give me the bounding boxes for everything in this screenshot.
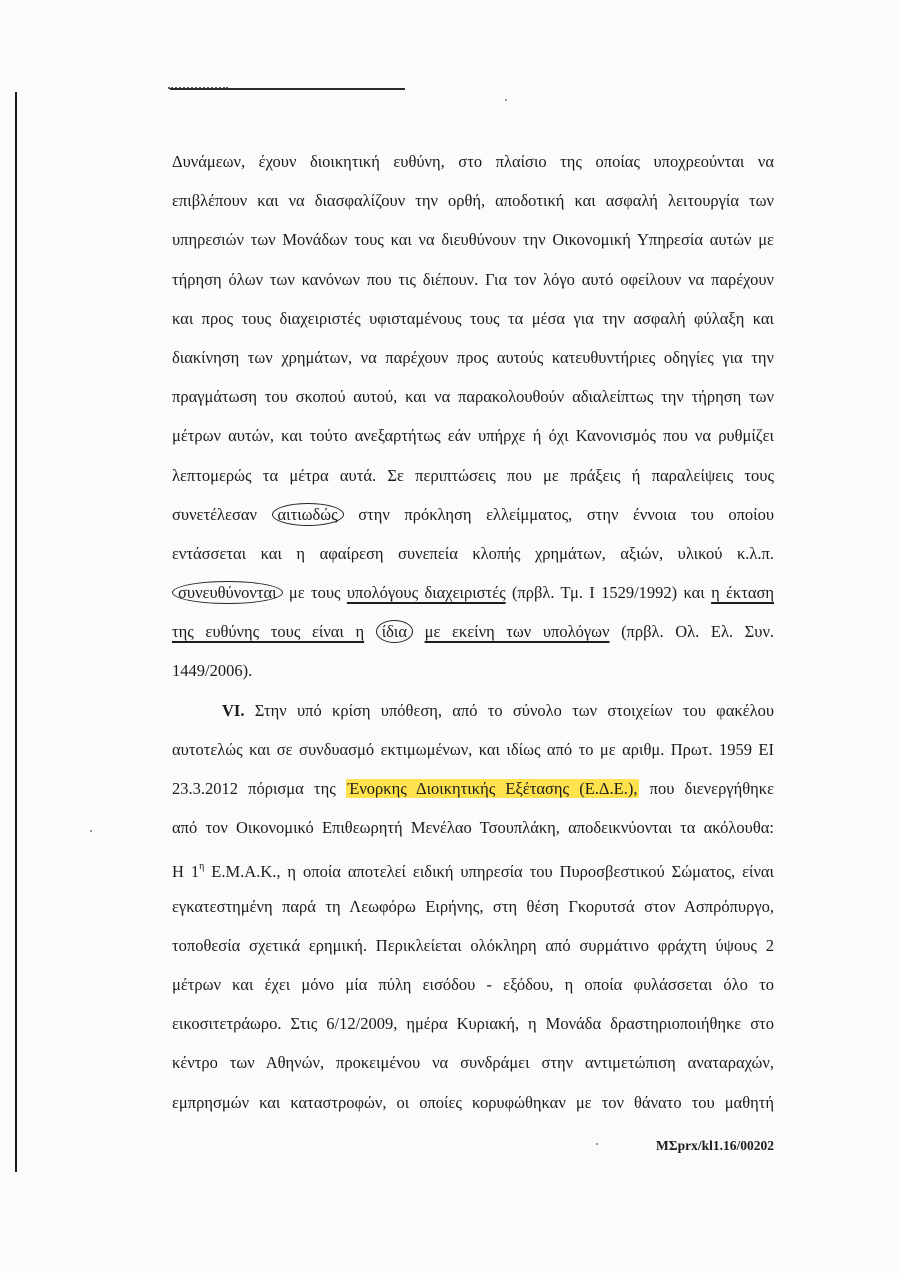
circled-word: αιτιωδώς	[272, 503, 344, 526]
text-line: εμπρησμών και καταστροφών, οι οποίες κορυφώθηκαν με τον θάνατο του μαθητή	[172, 1092, 774, 1112]
highlighted-phrase: Ένορκης Διοικητικής Εξέτασης (Ε.Δ.Ε.),	[347, 779, 638, 798]
text-line-highlighted	[172, 769, 774, 808]
scan-edge-line	[15, 92, 17, 1172]
text-line: εικοσιτετράωρο. Στις 6/12/2009, ημέρα Κυριακή, η Μονάδα δραστηριοποιήθηκε στο	[172, 1014, 774, 1034]
text-span: Ε.Μ.Α.Κ., η οποία αποτελεί ειδική υπηρεσία του Πυροσβεστικού Σώματος, είναι	[211, 862, 774, 882]
text-span: στην πρόκληση ελλείμματος, στην έννοια του οποίου	[358, 504, 775, 524]
underlined-phrase: η έκταση	[711, 583, 775, 603]
text-line: μέτρων και έχει μόνο μία πύλη εισόδου - εξόδου, η οποία φυλάσσεται όλο το	[172, 974, 774, 994]
scan-speck	[596, 1143, 598, 1145]
text-line: πραγμάτωση του σκοπού αυτού, και να παρακολουθούν αδιαλείπτως την τήρηση των	[172, 387, 774, 407]
header-rule	[170, 88, 405, 90]
text-span: Η 1	[172, 862, 200, 882]
underlined-phrase: υπολόγους διαχειριστές	[346, 583, 506, 603]
scan-speck	[505, 99, 507, 101]
text-line: αυτοτελώς και σε συνδυασμό εκτιμωμένων, και ιδίως από το με αριθμ. Πρωτ. 1959 ΕΙ	[172, 739, 774, 759]
text-span: (πρβλ. Τμ. Ι 1529/1992) και	[511, 583, 705, 603]
text-span: συνετέλεσαν	[172, 504, 257, 524]
text-line: μέτρων αυτών, και τούτο ανεξαρτήτως εάν υπήρχε ή όχι Κανονισμός που να ρυθμίζει	[172, 426, 774, 446]
text-line: 1449/2006).	[172, 661, 253, 681]
superscript: η	[199, 861, 205, 873]
section-vi-first-line	[172, 691, 774, 730]
text-line: λεπτομερώς τα μέτρα αυτά. Σε περιπτώσεις που με πράξεις ή παραλείψεις τους	[172, 465, 774, 485]
text-line: εγκατεστημένη παρά τη Λεωφόρω Ειρήνης, στη θέση Γκορυτσά στον Ασπρόπυργο,	[172, 896, 774, 916]
text-line: επιβλέπουν και να διασφαλίζουν την ορθή, αποδοτική και ασφαλή λειτουργία των	[172, 191, 774, 211]
document-body	[172, 142, 774, 1122]
text-line: υπηρεσιών των Μονάδων τους και να διευθύνουν την Οικονομική Υπηρεσία αυτών με	[172, 230, 774, 250]
text-span: 23.3.2012 πόρισμα της	[172, 779, 336, 798]
text-line: τήρηση όλων των κανόνων που τις διέπουν. Για τον λόγο αυτό οφείλουν να παρέχουν	[172, 269, 774, 289]
text-line: Δυνάμεων, έχουν διοικητική ευθύνη, στο πλαίσιο της οποίας υποχρεούνται να	[172, 152, 774, 171]
text-line: διακίνηση των χρημάτων, να παρέχουν προς αυτούς κατευθυντήριες οδηγίες για την	[172, 347, 774, 367]
circled-word: ίδια	[376, 620, 413, 643]
underlined-phrase: με εκείνη των υπολόγων	[424, 622, 610, 642]
text-span	[172, 862, 204, 881]
text-line: εντάσσεται και η αφαίρεση συνεπεία κλοπής χρημάτων, αξιών, υλικού κ.λ.π.	[172, 543, 774, 563]
text-line: από τον Οικονομικό Επιθεωρητή Μενέλαο Τσουπλάκη, αποδεικνύονται τα ακόλουθα:	[172, 818, 774, 838]
text-span: Στην υπό κρίση υπόθεση, από το σύνολο των στοιχείων του φακέλου	[254, 700, 774, 720]
text-line-annotated	[172, 573, 774, 612]
text-line: τοποθεσία σχετικά ερημική. Περικλείεται ολόκληρη από συρμάτινο φράχτη ύψους 2	[172, 935, 774, 955]
text-line-circled	[172, 495, 774, 534]
section-number: VI.	[222, 700, 245, 720]
underlined-phrase: της ευθύνης τους είναι η	[172, 622, 365, 642]
text-line: και προς τους διαχειριστές υφισταμένους τους τα μέσα για την ασφαλή φύλαξη και	[172, 308, 774, 328]
circled-word: συνευθύνονται	[172, 581, 283, 604]
text-span: (πρβλ. Ολ. Ελ. Συν.	[621, 622, 775, 642]
text-line: κέντρο των Αθηνών, προκειμένου να συνδράμει στην αντιμετώπιση αναταραχών,	[172, 1053, 774, 1073]
document-code: ΜΣprx/kl1.16/00202	[656, 1138, 774, 1153]
text-span: με τους	[288, 583, 341, 603]
text-line-annotated	[172, 612, 774, 651]
text-line-sup	[172, 847, 774, 886]
scan-speck	[90, 830, 92, 832]
text-span: που διενεργήθηκε	[649, 779, 774, 798]
